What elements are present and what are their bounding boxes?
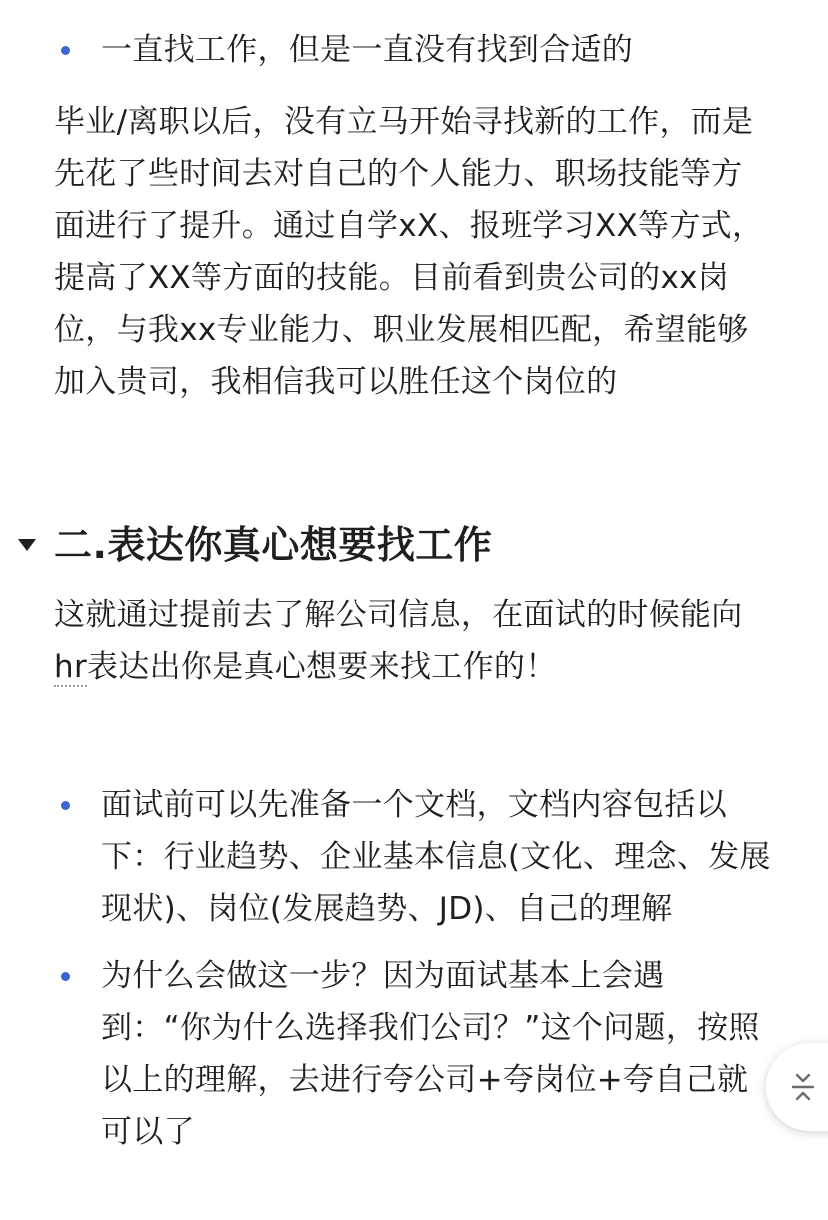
bullet-item-top	[0, 24, 828, 76]
bullet-item	[0, 779, 828, 935]
heading-text: 二.表达你真心想要找工作	[54, 523, 493, 567]
paragraph-2-rest: 表达出你是真心想要来找工作的！	[87, 649, 557, 685]
bullet-item	[0, 950, 828, 1158]
section-heading[interactable]	[0, 515, 828, 575]
collapse-icon	[788, 1071, 818, 1103]
paragraph-1: 毕业/离职以后，没有立马开始寻找新的工作，而是先花了些时间去对自己的个人能力、职场技能等方面进行了提升。通过自学xX、报班学习XX等方式，提高了XX等方面的技能。目前看到贵公司的xx岗位，与我xx专业能力、职业发展相匹配，希望能够加入贵司，我相信我可以胜任这个岗位的	[54, 104, 764, 400]
bullet-dot	[61, 801, 70, 810]
hr-term[interactable]: hr	[54, 649, 87, 685]
paragraph-2	[54, 589, 772, 693]
bullet-text: 为什么会做这一步？因为面试基本上会遇到：“你为什么选择我们公司？”这个问题，按照以上的理解，去进行夸公司+夸岗位+夸自己就可以了	[101, 958, 760, 1150]
paragraph-2-line-2	[54, 641, 772, 693]
bullet-dot	[61, 972, 70, 981]
bullet-dot	[61, 46, 70, 55]
bullet-text: 面试前可以先准备一个文档，文档内容包括以下：行业趋势、企业基本信息(文化、理念、发展现状)、岗位(发展趋势、JD)、自己的理解	[101, 787, 771, 927]
bullet-text: 一直找工作，但是一直没有找到合适的	[101, 32, 634, 68]
paragraph-2-line-1: 这就通过提前去了解公司信息，在面试的时候能向	[54, 597, 743, 633]
caret-down-icon[interactable]	[18, 539, 36, 551]
